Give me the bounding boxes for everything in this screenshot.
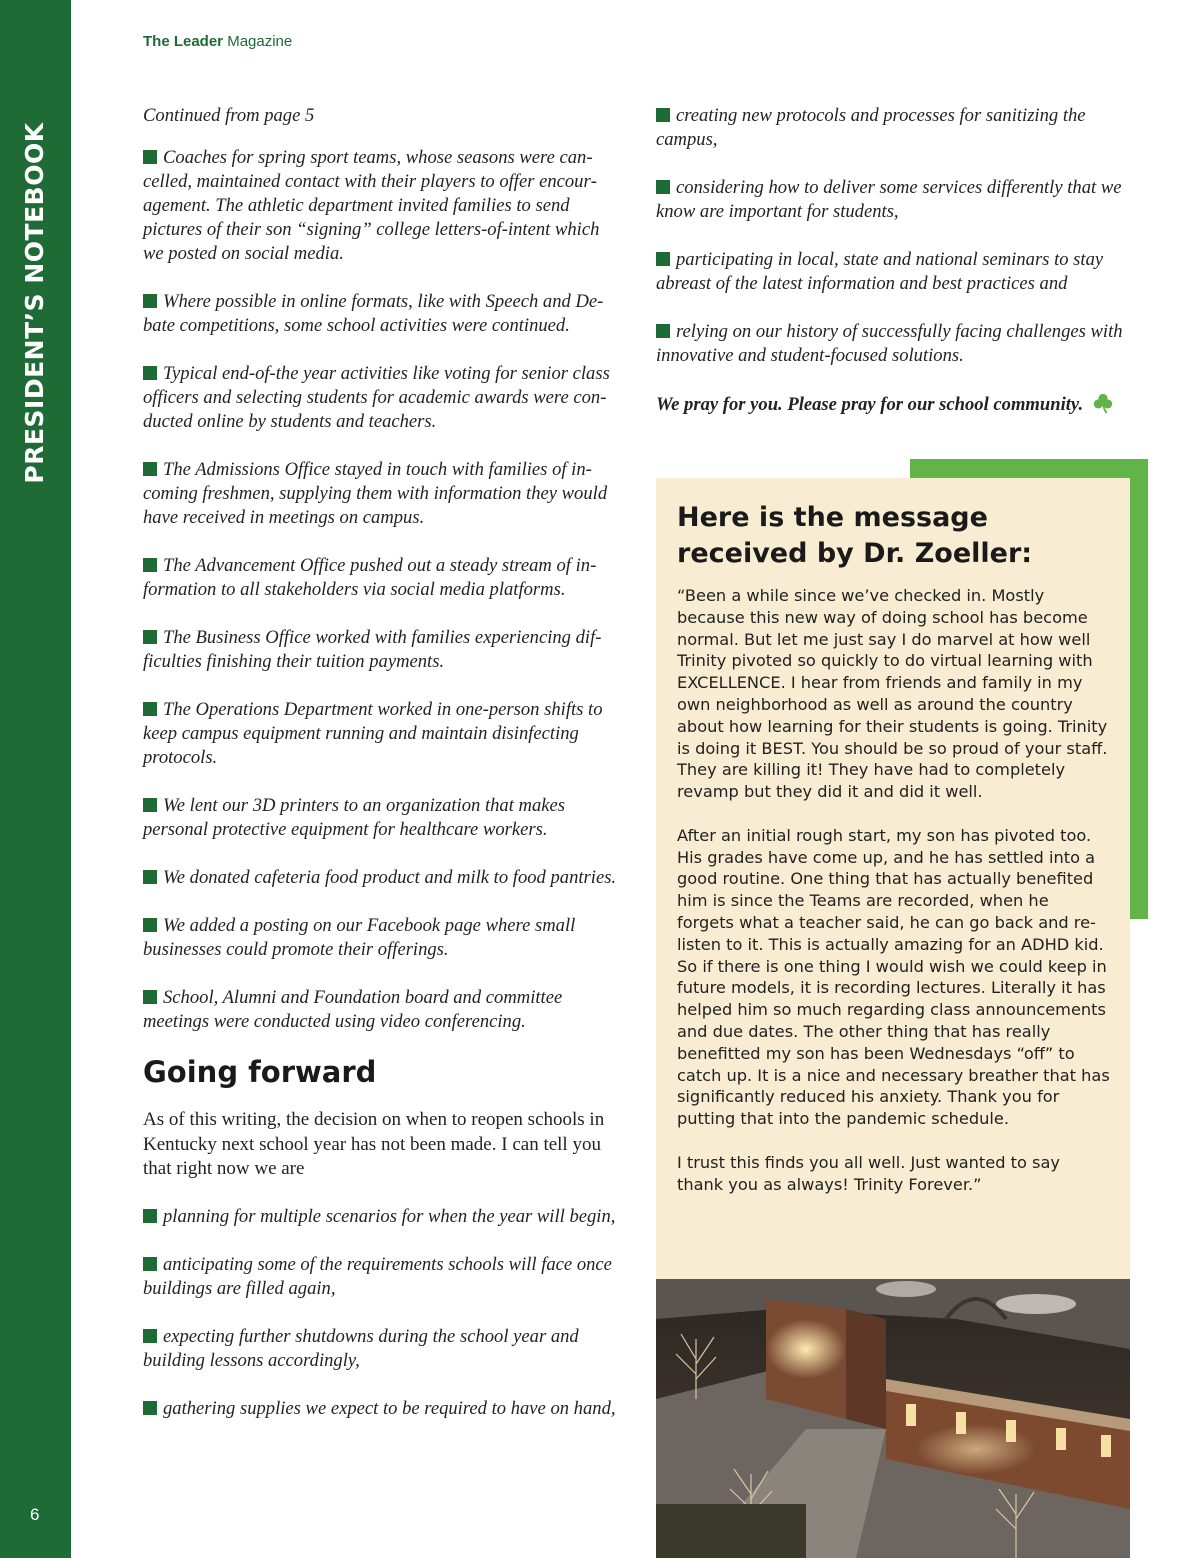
- square-bullet-icon: [143, 870, 157, 884]
- list-item: relying on our history of successfully facing challenges with innovative and student-focused solutions.: [656, 321, 1123, 366]
- list-item: We lent our 3D printers to an organization that makes personal protective equipment for healthcare workers.: [143, 795, 565, 840]
- list-item: expecting further shutdowns during the school year and building lessons accordingly,: [143, 1325, 579, 1371]
- square-bullet-icon: [656, 252, 670, 266]
- list-item: The Advancement Office pushed out a steady stream of information to all stakeholders via social media platforms.: [143, 555, 597, 600]
- list-item: gathering supplies we expect to be required to have on hand,: [143, 1397, 621, 1421]
- list-item: The Business Office worked with families experiencing difficulties finishing their tuition payments.: [143, 627, 602, 672]
- shamrock-icon: [1092, 392, 1114, 414]
- list-item: anticipating some of the requirements schools will face once buildings are filled again,: [143, 1253, 612, 1299]
- masthead-subtitle: Magazine: [227, 33, 293, 50]
- going-forward-paragraph: As of this writing, the decision on when to reopen schools in Kentucky next school year has not been made. I can tell you that right now we are: [143, 1109, 605, 1179]
- closing-line: We pray for you. Please pray for our school community.: [656, 392, 1132, 417]
- square-bullet-icon: [656, 180, 670, 194]
- message-paragraph: I trust this finds you all well. Just wanted to say thank you as always! Trinity Forever.”: [677, 1152, 1060, 1194]
- square-bullet-icon: [143, 1257, 157, 1271]
- list-item: participating in local, state and national seminars to stay abreast of the latest information and best practices and: [656, 249, 1104, 294]
- list-item: We donated cafeteria food product and milk to food pantries.: [143, 866, 621, 890]
- message-paragraph: “Been a while since we’ve checked in. Mostly because this new way of doing school has become normal. But let me just say I do marvel at how well Trinity pivoted so quickly to do virtual learning with EXCELLENCE. I hear from friends and family in my own neighborhood as well as around the country about how learning for their students is going. Trinity is doing it BEST. You should be so proud of your staff. They are killing it! They have had to completely revamp but they did it and did it well.: [677, 586, 1108, 802]
- square-bullet-icon: [143, 1209, 157, 1223]
- list-item: planning for multiple scenarios for when the year will begin,: [143, 1205, 621, 1229]
- continued-note: Continued from page 5: [143, 105, 315, 126]
- message-box: [656, 478, 1130, 1280]
- section-title: PRESIDENT’S NOTEBOOK: [20, 122, 49, 484]
- square-bullet-icon: [143, 702, 157, 716]
- message-paragraph: After an initial rough start, my son has pivoted too. His grades have come up, and he has settled into a good routine. One thing that has actually benefited him is since the Teams are recorded, when he forgets what a teacher said, he can go back and re-listen to it. This is actually amazing for an ADHD kid. So if there is one thing I would wish we could keep in future models, it is recording lectures. Literally it has helped him so much regarding class announcements and due dates. The other thing that has really benefitted my son has been Wednesdays “off” to catch up. It is a nice and necessary breather that has significantly reduced his anxiety. Thank you for putting that into the pandemic schedule.: [677, 825, 1110, 1129]
- square-bullet-icon: [656, 108, 670, 122]
- page-number: 6: [30, 1505, 40, 1524]
- message-heading: Here is the message received by Dr. Zoeller:: [677, 502, 1033, 569]
- masthead-brand: The Leader: [143, 33, 224, 50]
- square-bullet-icon: [143, 918, 157, 932]
- list-item: We added a posting on our Facebook page where small businesses could promote their offerings.: [143, 915, 576, 960]
- left-column: [143, 104, 621, 1445]
- square-bullet-icon: [143, 366, 157, 380]
- going-forward-heading: Going forward: [143, 1055, 377, 1089]
- square-bullet-icon: [143, 990, 157, 1004]
- square-bullet-icon: [143, 630, 157, 644]
- list-item: Coaches for spring sport teams, whose seasons were cancelled, maintained contact with their players to offer encouragement. The athletic department invited families to send pictures of their son “signing” college letters-of-intent which we posted on social media.: [143, 147, 600, 264]
- list-item: The Operations Department worked in one-person shifts to keep campus equipment running and maintain disinfecting protocols.: [143, 699, 603, 768]
- campus-photo-drawing: [656, 1279, 1130, 1558]
- square-bullet-icon: [656, 324, 670, 338]
- square-bullet-icon: [143, 1401, 157, 1415]
- list-item: considering how to deliver some services differently that we know are important for students,: [656, 177, 1122, 222]
- campus-photo: [656, 1279, 1130, 1558]
- square-bullet-icon: [143, 798, 157, 812]
- square-bullet-icon: [143, 462, 157, 476]
- masthead: [143, 33, 292, 50]
- square-bullet-icon: [143, 558, 157, 572]
- list-item: creating new protocols and processes for sanitizing the campus,: [656, 105, 1086, 150]
- square-bullet-icon: [143, 1329, 157, 1343]
- square-bullet-icon: [143, 294, 157, 308]
- sidebar: [0, 0, 71, 1558]
- list-item: Where possible in online formats, like with Speech and Debate competitions, some school activities were continued.: [143, 291, 604, 336]
- list-item: The Admissions Office stayed in touch with families of incoming freshmen, supplying them with information they would have received in meetings on campus.: [143, 459, 608, 528]
- right-column: [656, 104, 1132, 417]
- list-item: Typical end-of-the year activities like voting for senior class officers and selecting students for academic awards were conducted online by students and teachers.: [143, 363, 610, 432]
- list-item: School, Alumni and Foundation board and committee meetings were conducted using video conferencing.: [143, 987, 563, 1032]
- square-bullet-icon: [143, 150, 157, 164]
